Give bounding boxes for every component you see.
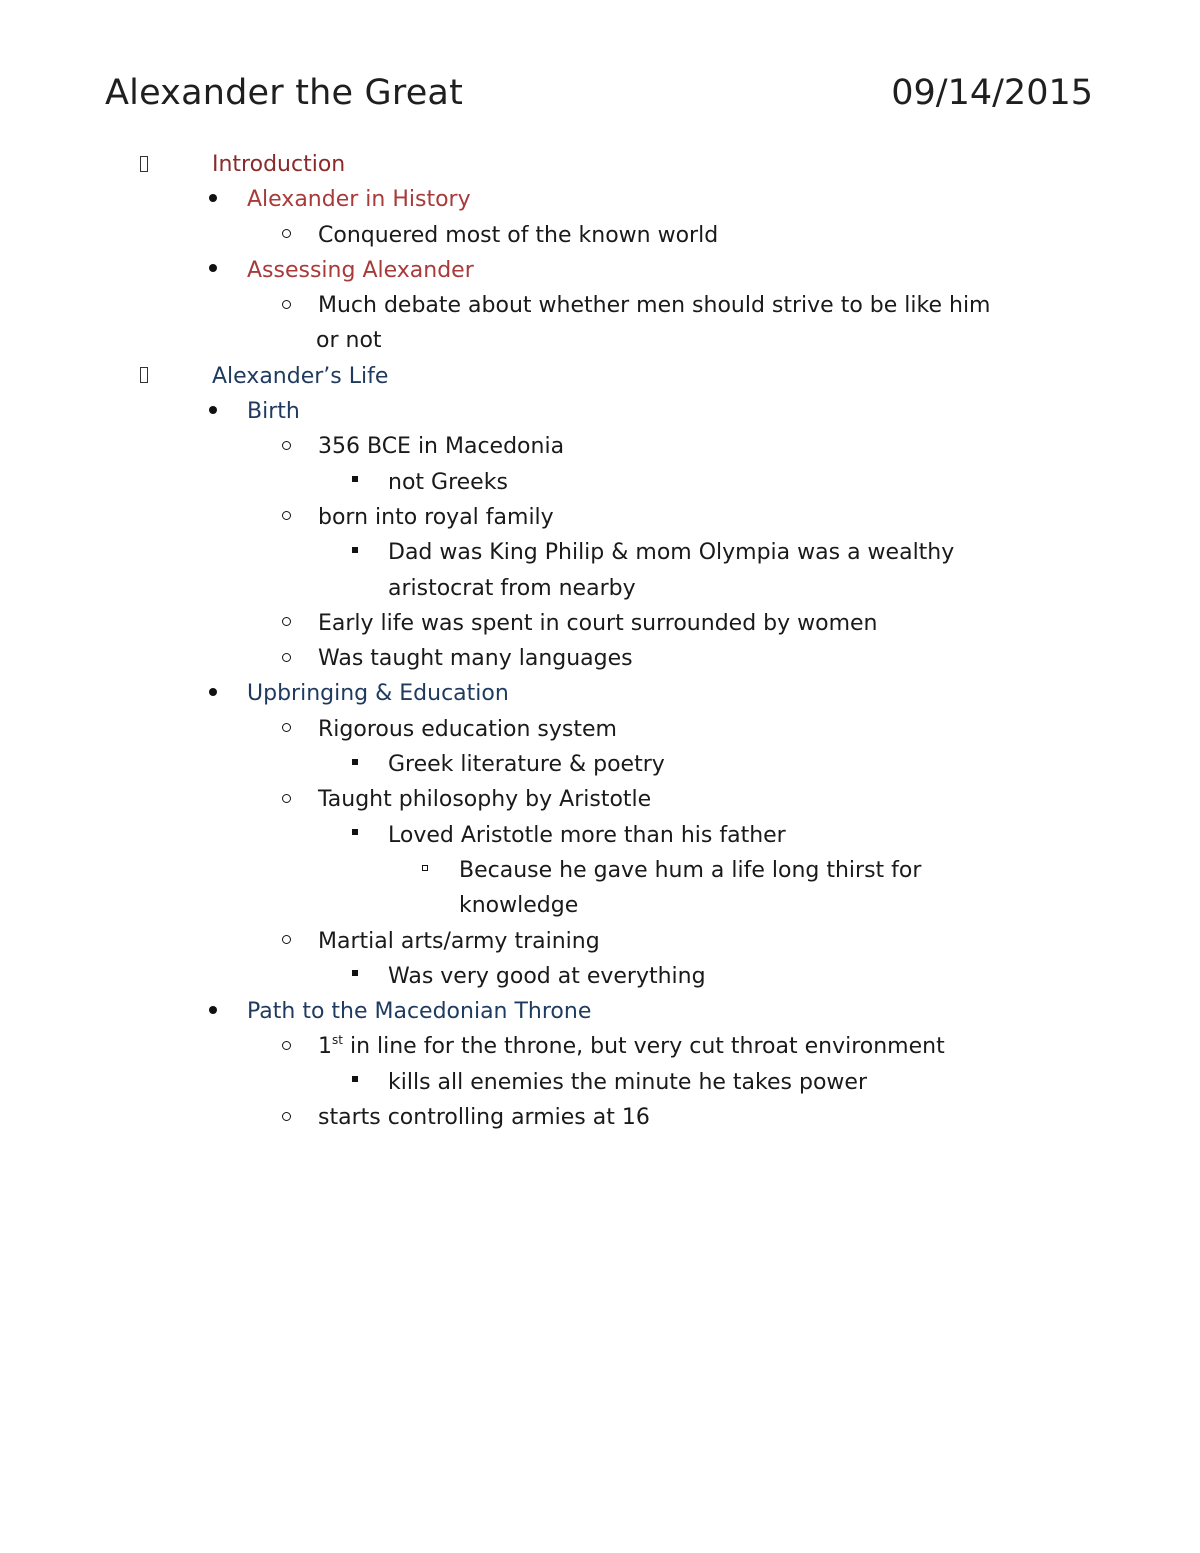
list-item-text: Dad was King Philip & mom Olympia was a wealthy — [388, 540, 955, 566]
list-item-text: aristocrat from nearby — [388, 575, 636, 601]
list-item-text: Greek literature & poetry — [388, 752, 665, 778]
square-bullet-icon — [352, 959, 358, 994]
outline-item-path-to-throne — [0, 994, 1200, 1029]
list-item — [0, 959, 1200, 994]
list-item-continuation — [0, 323, 1200, 358]
outline-item-assessing-alexander — [0, 253, 1200, 288]
list-item-text: Was very good at everything — [388, 963, 706, 989]
ring-bullet-icon — [282, 782, 291, 817]
list-item — [0, 747, 1200, 782]
hollow-square-bullet-icon — [422, 853, 428, 888]
list-item-text: Was taught many languages — [318, 646, 633, 672]
ring-bullet-icon — [282, 429, 291, 464]
list-item-text: 356 BCE in Macedonia — [318, 434, 565, 460]
ring-bullet-icon — [282, 288, 291, 323]
list-item-rest: in line for the throne, but very cut throat environment — [342, 1034, 945, 1060]
box-bullet-icon — [140, 359, 148, 394]
dot-bullet-icon — [209, 182, 217, 217]
list-item-text: born into royal family — [318, 504, 554, 530]
outline-item-alexander-in-history — [0, 182, 1200, 217]
subsection-heading: Upbringing & Education — [247, 681, 509, 707]
list-item — [0, 712, 1200, 747]
square-bullet-icon — [352, 1065, 358, 1100]
dot-bullet-icon — [209, 394, 217, 429]
list-item-text: Early life was spent in court surrounded by women — [318, 610, 878, 636]
square-bullet-icon — [352, 465, 358, 500]
ring-bullet-icon — [282, 1100, 291, 1135]
list-item-text: kills all enemies the minute he takes power — [388, 1069, 867, 1095]
list-item — [0, 1065, 1200, 1100]
list-item — [0, 924, 1200, 959]
list-item — [0, 500, 1200, 535]
dot-bullet-icon — [209, 994, 217, 1029]
outline-item-upbringing-education — [0, 676, 1200, 711]
outline-item-alexanders-life — [0, 359, 1200, 394]
list-item — [0, 429, 1200, 464]
ring-bullet-icon — [282, 606, 291, 641]
ring-bullet-icon — [282, 924, 291, 959]
ordinal-number: 1 — [318, 1034, 332, 1060]
list-item-text: Rigorous education system — [318, 716, 617, 742]
list-item — [0, 465, 1200, 500]
ring-bullet-icon — [282, 500, 291, 535]
dot-bullet-icon — [209, 253, 217, 288]
list-item — [0, 288, 1200, 323]
list-item-text — [318, 1029, 945, 1064]
list-item-text: or not — [316, 328, 382, 354]
list-item-continuation — [0, 888, 1200, 923]
page-title: Alexander the Great — [105, 73, 464, 113]
list-item-text: Loved Aristotle more than his father — [388, 822, 786, 848]
subsection-heading: Assessing Alexander — [247, 257, 474, 283]
outline-item-introduction — [0, 147, 1200, 182]
subsection-heading: Alexander in History — [247, 187, 471, 213]
ring-bullet-icon — [282, 218, 291, 253]
outline-item-birth — [0, 394, 1200, 429]
list-item — [0, 853, 1200, 888]
list-item-text: knowledge — [459, 893, 579, 919]
section-heading: Alexander’s Life — [212, 363, 389, 389]
square-bullet-icon — [352, 535, 358, 570]
list-item — [0, 1100, 1200, 1135]
list-item — [0, 535, 1200, 570]
list-item — [0, 1029, 1200, 1064]
square-bullet-icon — [352, 818, 358, 853]
section-heading: Introduction — [212, 152, 346, 177]
list-item — [0, 606, 1200, 641]
square-bullet-icon — [352, 747, 358, 782]
ring-bullet-icon — [282, 641, 291, 676]
page-date: 09/14/2015 — [891, 73, 1093, 113]
list-item — [0, 641, 1200, 676]
list-item-text: Martial arts/army training — [318, 928, 600, 954]
subsection-heading: Birth — [247, 399, 300, 425]
ordinal-suffix: st — [332, 1033, 343, 1048]
box-bullet-icon — [140, 147, 148, 182]
list-item-text: Taught philosophy by Aristotle — [318, 787, 652, 813]
ring-bullet-icon — [282, 712, 291, 747]
subsection-heading: Path to the Macedonian Throne — [247, 999, 592, 1025]
list-item — [0, 782, 1200, 817]
list-item — [0, 818, 1200, 853]
list-item-text: not Greeks — [388, 469, 508, 495]
list-item-text: Conquered most of the known world — [318, 222, 719, 248]
list-item-text: Because he gave hum a life long thirst for — [459, 857, 922, 883]
list-item-text: starts controlling armies at 16 — [318, 1105, 650, 1131]
list-item-text: Much debate about whether men should strive to be like him — [318, 293, 991, 319]
notes-outline — [0, 147, 1200, 1135]
list-item — [0, 218, 1200, 253]
dot-bullet-icon — [209, 676, 217, 711]
list-item-continuation — [0, 571, 1200, 606]
ring-bullet-icon — [282, 1029, 291, 1064]
